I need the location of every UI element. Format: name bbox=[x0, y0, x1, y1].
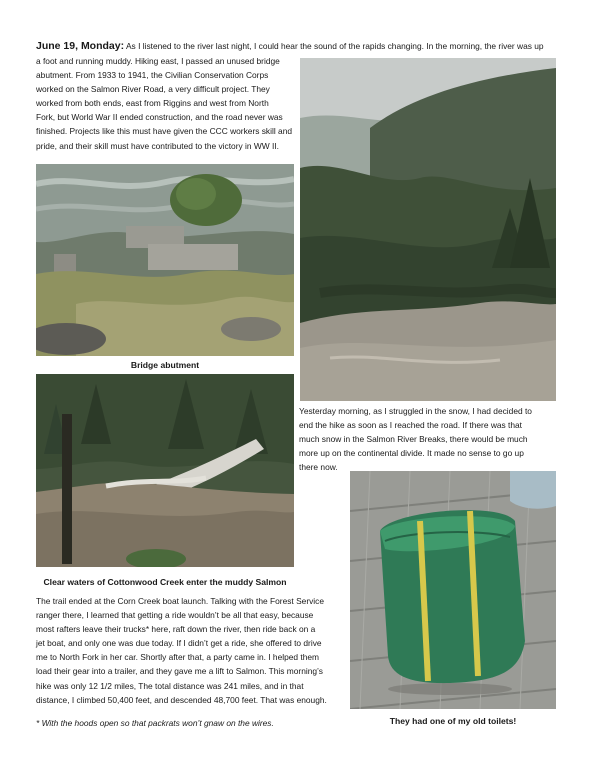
intro-first-line bbox=[36, 39, 556, 53]
snow-line: much snow in the Salmon River Breaks, there would be much bbox=[299, 434, 528, 445]
intro-line: worked on the Salmon River Road, a very difficult project. They bbox=[36, 84, 270, 95]
river-canyon-photo bbox=[300, 58, 556, 401]
ending-line: jet boat, and only one was due today. If I didn’t get a ride, she offered to drive bbox=[36, 638, 322, 649]
bridge-abutment-photo bbox=[36, 164, 294, 356]
intro-line: worked from both ends, east from Riggins and west from North bbox=[36, 98, 269, 109]
bridge-abutment-caption: Bridge abutment bbox=[130, 360, 200, 370]
intro-continuation bbox=[36, 54, 298, 153]
intro-paragraph bbox=[36, 39, 556, 53]
footnote: * With the hoods open so that packrats won’t gnaw on the wires. bbox=[36, 718, 274, 728]
cottonwood-creek-photo bbox=[36, 374, 294, 567]
ending-paragraph bbox=[36, 594, 348, 707]
intro-line: a foot and running muddy. Hiking east, I passed an unused bridge bbox=[36, 56, 280, 66]
ending-line: distance, I climbed 50,400 feet, and descended 48,700 feet. That was enough. bbox=[36, 694, 327, 705]
toilet-photo bbox=[350, 471, 556, 709]
intro-line: finished. Projects like this must have given the CCC workers skill and bbox=[36, 126, 293, 137]
ending-line: hike was only 12 1/2 miles, The total distance was 241 miles, and in that bbox=[36, 680, 304, 691]
toilet-caption: They had one of my old toilets! bbox=[389, 716, 517, 726]
intro-line: Fork, but World War II ended construction, and the road never was bbox=[36, 112, 283, 123]
intro-line: pride, and their skill must have contributed to the victory in WW II. bbox=[36, 140, 279, 151]
ending-line: load their gear into a trailer, and they gave me a lift to Salmon. This morning’s bbox=[36, 666, 323, 677]
ending-line: ranger there, I learned that getting a ride wouldn’t be all that easy, because bbox=[36, 610, 314, 621]
snow-paragraph bbox=[299, 404, 559, 474]
snow-line: there now. bbox=[299, 462, 338, 473]
snow-line: end the hike as soon as I reached the road. If there was that bbox=[299, 420, 523, 431]
date-heading: June 19, Monday: bbox=[36, 40, 125, 52]
cottonwood-creek-caption: Clear waters of Cottonwood Creek enter the muddy Salmon bbox=[43, 577, 287, 587]
snow-line: more up on the continental divide. It made no sense to go up bbox=[299, 448, 524, 459]
ending-line: most rafters leave their trucks* here, raft down the river, then ride back on a bbox=[36, 624, 316, 635]
ending-line: me to North Fork in her car. Shortly after that, a party came in. I helped them bbox=[36, 652, 320, 663]
intro-first-line-text: As I listened to the river last night, I could hear the sound of the rapids changing. In the morning, the river was up bbox=[124, 41, 544, 51]
intro-line: abutment. From 1933 to 1941, the Civilian Conservation Corps bbox=[36, 70, 269, 81]
snow-line: Yesterday morning, as I struggled in the snow, I had decided to bbox=[299, 406, 532, 416]
ending-line: The trail ended at the Corn Creek boat launch. Talking with the Forest Service bbox=[36, 596, 325, 606]
